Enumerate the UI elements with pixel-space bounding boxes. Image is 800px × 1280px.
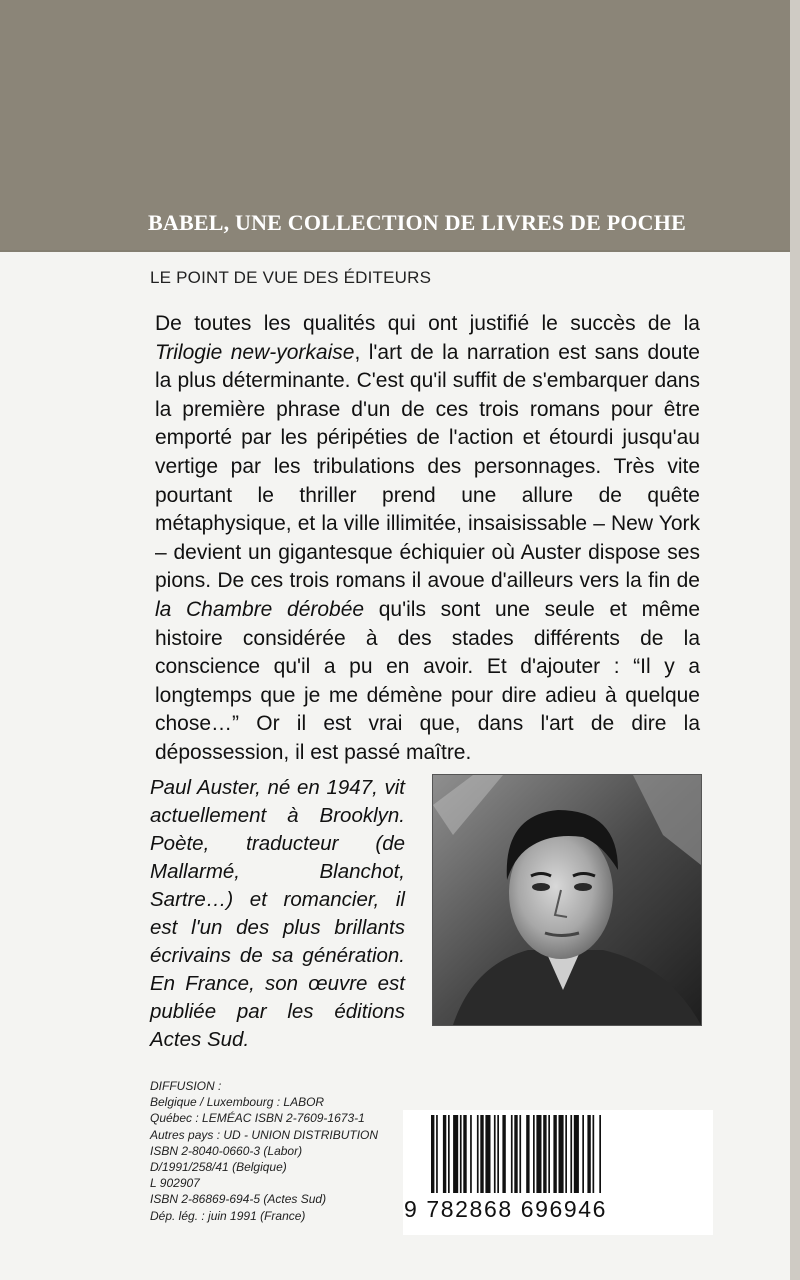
barcode-bars (403, 1110, 713, 1195)
credits-line: DIFFUSION : (150, 1079, 222, 1093)
page-edge (790, 0, 800, 1280)
section-heading: LE POINT DE VUE DES ÉDITEURS (150, 268, 432, 287)
blurb-text-1: De toutes les qualités qui ont justifié le succès de la (155, 312, 700, 335)
credits-line: Autres pays : UD - UNION DISTRIBUTION (150, 1127, 379, 1142)
credits-line: D/1991/258/41 (Belgique) (150, 1160, 287, 1175)
author-portrait-image (433, 775, 701, 1025)
credits-line: ISBN 2-86869-694-5 (Actes Sud) (150, 1192, 327, 1207)
blurb-text-3: qu'ils sont une seule et même histoire considérée à des stades différents de la conscience qu'il a pu en avoir. Et d'ajouter : “Il y a longtemps que je me démène pour dire adieu à quelque chose…” Or il est vrai que, dans l'art de dire la dépossession, il est passé maître. (155, 597, 701, 764)
credits-line: ISBN 2-8040-0660-3 (Labor) (150, 1143, 303, 1158)
blurb-title-2: la Chambre dérobée (155, 597, 365, 621)
blurb-text-2: , l'art de la narration est sans doute la plus déterminante. C'est qu'il suffit de s'embarquer dans la première phrase d'un de ces trois romans pour être emporté par les péripéties de l'action et étourdi jusqu'au vertige par les tribulations des personnages. Très vite pourtant le thriller prend une allure de quête métaphysique, et la ville illimitée, insaisissable – New York – devient un gigantesque échiquier où Auster dispose ses pions. De ces trois romans il avoue d'ailleurs vers la fin de (155, 340, 700, 593)
author-photo (432, 774, 702, 1026)
collection-title: BABEL, UNE COLLECTION DE LIVRES DE POCHE (148, 210, 686, 235)
credits-line: Belgique / Luxembourg : LABOR (150, 1095, 325, 1110)
credits-block (150, 1078, 420, 1224)
blurb-paragraph (155, 310, 700, 768)
credits-line: L 902907 (150, 1176, 200, 1191)
barcode-number: 9 782868 696946 (404, 1196, 608, 1222)
author-bio: Paul Auster, né en 1947, vit actuellement à Brooklyn. Poète, traducteur (de Mallarmé, Blanchot, Sartre…) et romancier, il est l'un des plus brillants écrivains de sa génération. En France, son œuvre est publiée par les éditions Actes Sud. (150, 776, 405, 1051)
credits-line: Québec : LEMÉAC ISBN 2-7609-1673-1 (150, 1111, 365, 1126)
blurb-title-1: Trilogie new-yorkaise (155, 340, 355, 364)
credits-line: Dép. lég. : juin 1991 (France) (150, 1208, 306, 1223)
